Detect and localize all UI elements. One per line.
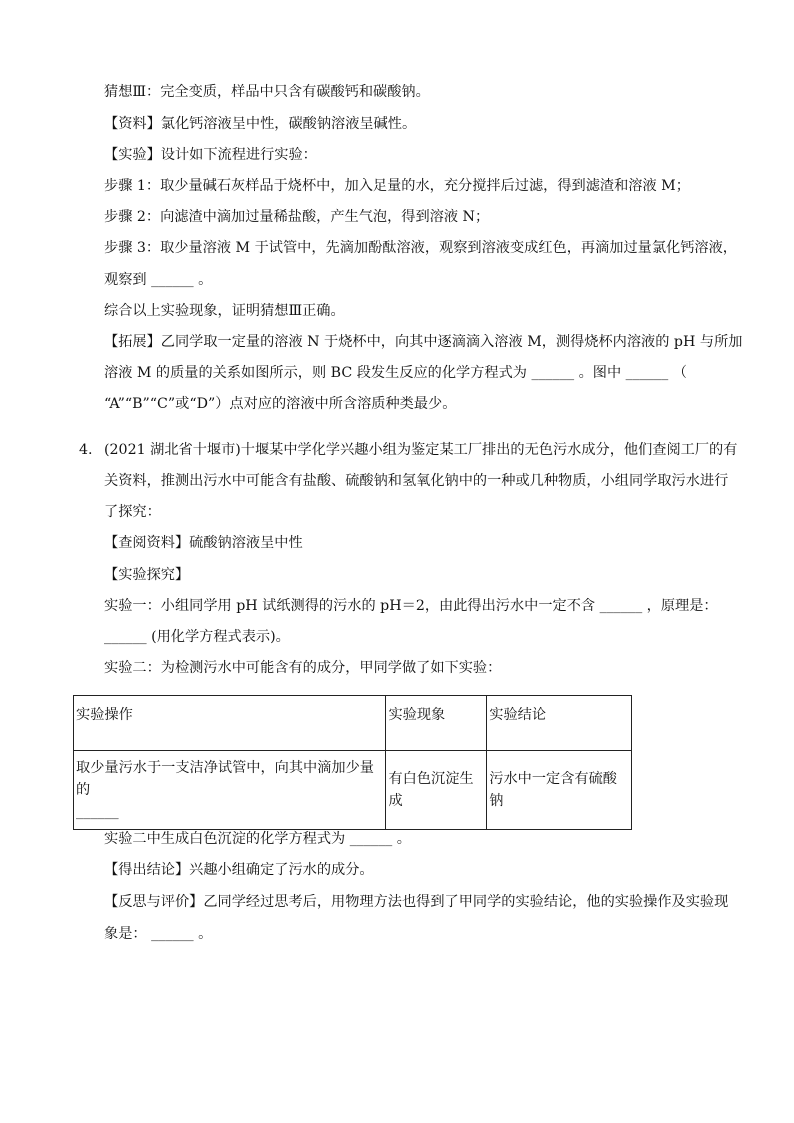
paragraph-line: 【实验探究】 bbox=[104, 567, 190, 583]
paragraph-line: 综合以上实验现象，证明猜想Ⅲ正确。 bbox=[104, 303, 345, 319]
table-cell-operation bbox=[74, 751, 386, 830]
paragraph-line: 步骤 1：取少量碱石灰样品于烧杯中，加入足量的水，充分搅拌后过滤，得到滤渣和溶液 M； bbox=[104, 178, 690, 194]
experiment-table bbox=[73, 695, 632, 830]
paragraph-line: 【得出结论】兴趣小组确定了污水的成分。 bbox=[104, 862, 374, 878]
paragraph-line: 【实验】设计如下流程进行实验： bbox=[104, 147, 317, 163]
paragraph-line: 了探究： bbox=[104, 504, 161, 520]
table-header-cell: 实验现象 bbox=[386, 696, 487, 751]
table-cell-phenomenon: 有白色沉淀生成 bbox=[386, 751, 487, 830]
paragraph-line: 【反思与评价】乙同学经过思考后，用物理方法也得到了甲同学的实验结论，他的实验操作及实验现 bbox=[104, 894, 729, 910]
paragraph-line: 实验二：为检测污水中可能含有的成分，甲同学做了如下实验： bbox=[104, 660, 502, 676]
table-row bbox=[74, 751, 632, 830]
table-cell-conclusion: 污水中一定含有硫酸钠 bbox=[487, 751, 632, 830]
paragraph-line: 步骤 3：取少量溶液 M 于试管中，先滴加酚酞溶液，观察到溶液变成红色，再滴加过量氯化钙溶液， bbox=[104, 240, 737, 256]
table-header-cell: 实验结论 bbox=[487, 696, 632, 751]
paragraph-line: 观察到 ______ 。 bbox=[104, 272, 213, 288]
paragraph-line: 【资料】氯化钙溶液呈中性，碳酸钠溶液呈碱性。 bbox=[104, 116, 417, 132]
paragraph-line: 猜想Ⅲ：完全变质，样品中只含有碳酸钙和碳酸钠。 bbox=[104, 84, 430, 100]
operation-text: 取少量污水于一支洁净试管中，向其中滴加少量的 bbox=[76, 760, 374, 798]
operation-blank: ______ bbox=[76, 804, 119, 820]
question-number: 4. bbox=[79, 442, 93, 458]
table-header-row bbox=[74, 696, 632, 751]
paragraph-line: 【拓展】乙同学取一定量的溶液 N 于烧杯中，向其中逐滴滴入溶液 M，测得烧杯内溶液的 pH 与所加 bbox=[104, 334, 743, 350]
paragraph-line: 关资料，推测出污水中可能含有盐酸、硫酸钠和氢氧化钠中的一种或几种物质，小组同学取污水进行 bbox=[104, 473, 729, 489]
paragraph-line: 步骤 2：向滤渣中滴加过量稀盐酸，产生气泡，得到溶液 N； bbox=[104, 209, 490, 225]
paragraph-line: “A”“B”“C”或“D”）点对应的溶液中所含溶质种类最少。 bbox=[104, 396, 457, 412]
paragraph-line: 【查阅资料】硫酸钠溶液呈中性 bbox=[104, 535, 303, 551]
paragraph-line: 实验二中生成白色沉淀的化学方程式为 ______ 。 bbox=[104, 831, 411, 847]
paragraph-line: (2021 湖北省十堰市)十堰某中学化学兴趣小组为鉴定某工厂排出的无色污水成分，他们查阅工厂的有 bbox=[104, 442, 738, 458]
paragraph-line: 象是： ______ 。 bbox=[104, 926, 213, 942]
paragraph-line: ______ (用化学方程式表示)。 bbox=[104, 629, 290, 645]
table-header-cell: 实验操作 bbox=[74, 696, 386, 751]
paragraph-line: 实验一：小组同学用 pH 试纸测得的污水的 pH＝2，由此得出污水中一定不含 ______ ，原理是： bbox=[104, 598, 718, 614]
paragraph-line: 溶液 M 的质量的关系如图所示，则 BC 段发生反应的化学方程式为 ______ 。图中 ______ （ bbox=[104, 365, 687, 381]
